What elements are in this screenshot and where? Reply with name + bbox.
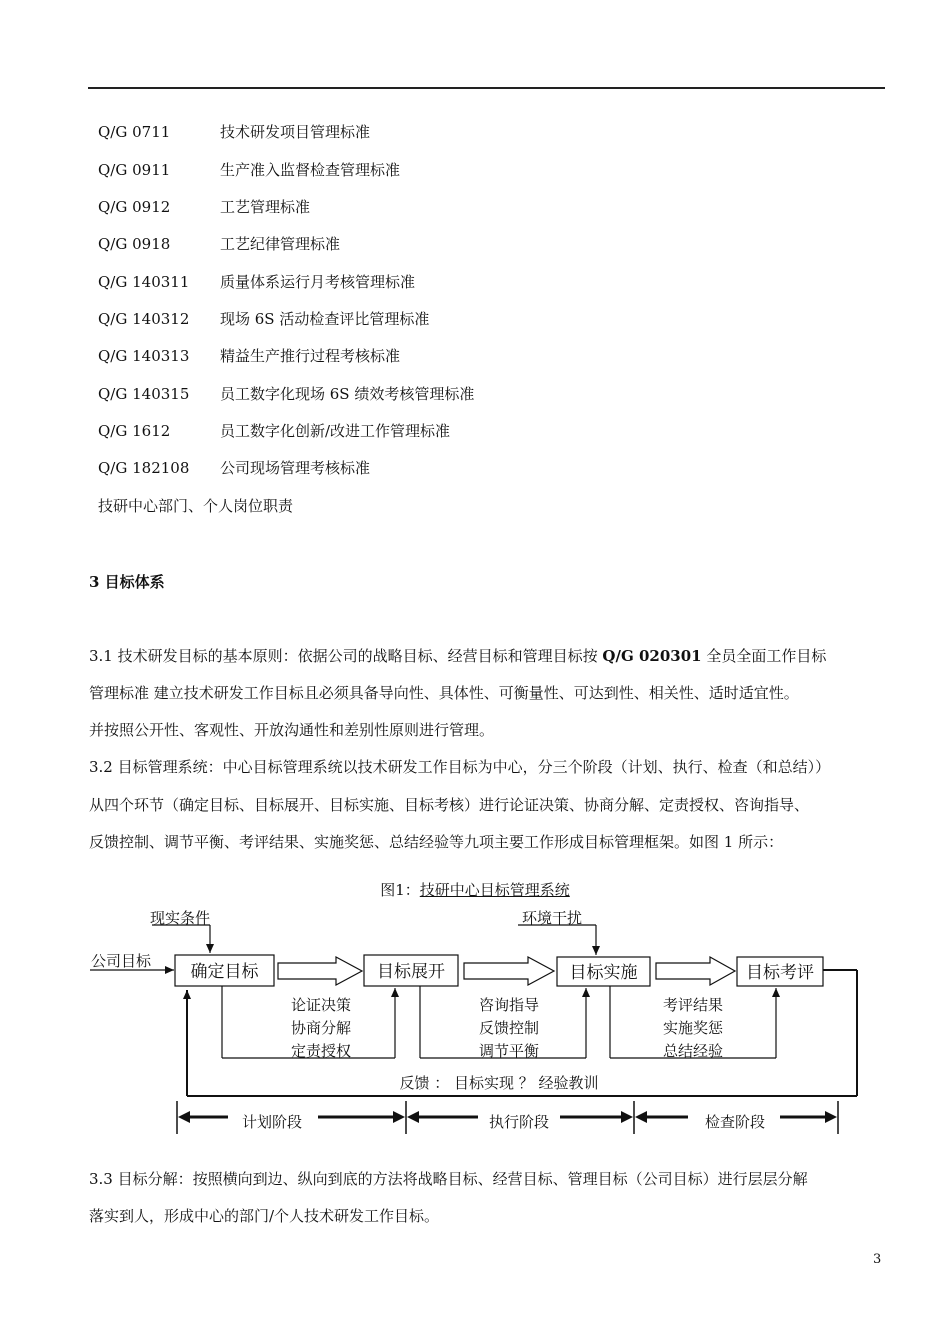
work-item: 咨询指导: [478, 996, 540, 1014]
standard-code: Q/G 140315: [98, 385, 190, 403]
phase2-left-arrowhead: [407, 1111, 419, 1123]
text-run: 3.1 技术研发目标的基本原则：依据公司的战略目标、经营目标和管理目标按: [89, 647, 603, 665]
phase3-left-arrowhead: [635, 1111, 647, 1123]
standard-reference: Q/G 020301: [602, 647, 702, 665]
phase1-label: 计划阶段: [241, 1113, 303, 1131]
standard-title: 精益生产推行过程考核标准: [220, 347, 401, 365]
standard-code: Q/G 1612: [98, 422, 171, 440]
work-item: 调节平衡: [478, 1042, 540, 1060]
caption-title: 技研中心目标管理系统: [419, 881, 570, 899]
standard-title: 员工数字化现场 6S 绩效考核管理标准: [220, 385, 475, 403]
phase1-left-arrowhead: [178, 1111, 190, 1123]
phase3-label: 检查阶段: [704, 1113, 766, 1131]
phase3-right-arrowhead: [825, 1111, 837, 1123]
standard-title: 现场 6S 活动检查评比管理标准: [220, 310, 430, 328]
page-number: 3: [873, 1252, 882, 1267]
standard-title: 质量体系运行月考核管理标准: [220, 273, 416, 291]
standard-code: Q/G 140311: [98, 273, 190, 291]
work-item: 反馈控制: [478, 1019, 540, 1037]
caption-prefix: 图1：: [380, 881, 420, 899]
standard-title: 技术研发项目管理标准: [220, 123, 371, 141]
standard-code: Q/G 182108: [98, 459, 190, 477]
flow-arrow-3: [656, 957, 735, 985]
work-item: 考评结果: [662, 996, 724, 1014]
box1-label: 确定目标: [190, 962, 259, 982]
paragraph-line: 落实到人，形成中心的部门/个人技术研发工作目标。: [89, 1207, 440, 1225]
reality-label: 现实条件: [150, 909, 211, 927]
text-run: 全员全面工作目标: [701, 647, 827, 665]
work-item: 实施奖惩: [662, 1019, 724, 1037]
feedback-label: 反馈 ： 目标实现 ？ 经验教训: [399, 1074, 599, 1092]
standard-code: Q/G 0711: [98, 123, 171, 141]
standard-code: Q/G 140313: [98, 347, 190, 365]
work-item: 总结经验: [662, 1042, 724, 1060]
standard-title: 公司现场管理考核标准: [220, 459, 371, 477]
paragraph-line: 3.3 目标分解：按照横向到边、纵向到底的方法将战略目标、经营目标、管理目标（公司目标）进行层层分解: [89, 1170, 808, 1188]
standard-code: Q/G 0918: [98, 235, 171, 253]
standard-title: 工艺管理标准: [220, 198, 311, 216]
paragraph-line: 管理标准 建立技术研发工作目标且必须具备导向性、具体性、可衡量性、可达到性、相关性、适时适宜性。: [89, 684, 799, 702]
env-label: 环境干扰: [522, 909, 583, 927]
phase2-label: 执行阶段: [488, 1113, 550, 1131]
standard-code: Q/G 0912: [98, 198, 171, 216]
box2-label: 目标展开: [377, 962, 445, 982]
phase2-right-arrowhead: [621, 1111, 633, 1123]
work-item: 定责授权: [290, 1042, 352, 1060]
standard-title: 工艺纪律管理标准: [220, 235, 341, 253]
box4-label: 目标考评: [746, 963, 814, 983]
standard-title: 员工数字化创新/改进工作管理标准: [220, 422, 451, 440]
box3-label: 目标实施: [569, 963, 638, 983]
standard-code: Q/G 140312: [98, 310, 190, 328]
paragraph-line: 3.2 目标管理系统：中心目标管理系统以技术研发工作目标为中心，分三个阶段（计划、执行、检查（和总结））: [89, 758, 831, 776]
phase1-right-arrowhead: [393, 1111, 405, 1123]
standard-title: 生产准入监督检查管理标准: [220, 161, 401, 179]
paragraph-line: 反馈控制、调节平衡、考评结果、实施奖惩、总结经验等九项主要工作形成目标管理框架。如图 1 所示：: [89, 833, 784, 851]
company-goal-label: 公司目标: [91, 952, 152, 970]
paragraph-line: 并按照公开性、客观性、开放沟通性和差别性原则进行管理。: [89, 721, 495, 739]
work-item: 论证决策: [290, 996, 352, 1014]
standard-code: Q/G 0911: [98, 161, 171, 179]
flow-arrow-2: [464, 957, 554, 985]
flow-arrow-1: [278, 957, 362, 985]
section-heading: 3 目标体系: [89, 573, 165, 591]
work-item: 协商分解: [290, 1019, 352, 1037]
duties-line: 技研中心部门、个人岗位职责: [98, 497, 294, 515]
paragraph-line: 从四个环节（确定目标、目标展开、目标实施、目标考核）进行论证决策、协商分解、定责授权、咨询指导、: [89, 796, 810, 814]
